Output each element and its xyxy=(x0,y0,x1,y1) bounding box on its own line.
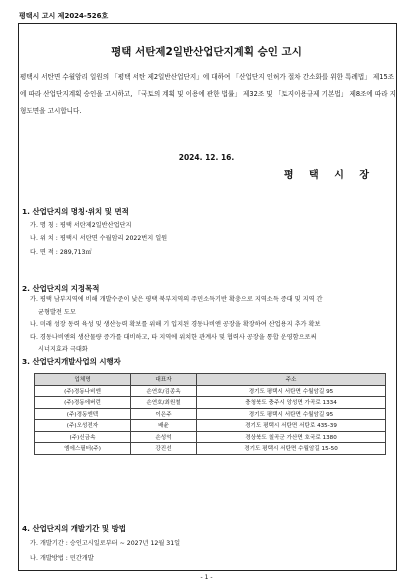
column-header: 업체명 xyxy=(35,374,131,386)
representative-cell: 강진선 xyxy=(131,443,197,455)
developer-table xyxy=(34,373,386,455)
company-cell: (주)경동에버런 xyxy=(35,397,131,409)
address-cell: 충청북도 충주시 앙성면 가곡로 1334 xyxy=(197,397,386,409)
section2-item-b-line2: 다. 경동나비엔의 생산물량 증가를 대비하고, 타 지역에 위치한 관계사 및 협력사 공장을 통합 운영함으로써 xyxy=(30,333,317,341)
intro-paragraph: 평택시 서탄면 수월암리 일원의 「평택 서탄 제2일반산업단지」에 대하여 「산업단지 인허가 절차 간소화를 위한 특례법」 제15조에 따라 산업단지계획 승인을 고시하고, 「국토의 계획 및 이용에 관한 법률」 제32조 및 「토지이용규제 기본법」 제8조에 따라 지형도면을 고시합니다. xyxy=(20,73,397,115)
company-cell: (주)경동엔텍 xyxy=(35,408,131,420)
section1-location: 나. 위 치 : 평택시 서탄면 수월암리 2022번지 일원 xyxy=(30,235,168,242)
column-header: 주소 xyxy=(197,374,386,386)
table-row xyxy=(35,443,386,455)
section2-item-a-line1: 가. 평택 남부지역에 비해 개발수준이 낮은 평택 북부지역의 주민소득기반 확충으로 지역소득 증대 및 지역 간 xyxy=(30,296,323,303)
section4-period: 가. 개발기간 : 승인고시일로부터 ~ 2027년 12월 31일 xyxy=(30,540,181,547)
section4-heading: 4. 산업단지의 개발기간 및 방법 xyxy=(22,524,126,533)
address-cell: 경기도 평택시 서탄면 수월암길 95 xyxy=(197,408,386,420)
column-header: 대표자 xyxy=(131,374,197,386)
representative-cell: 이은주 xyxy=(131,408,197,420)
section4-method: 나. 개발방법 : 민간개발 xyxy=(30,555,94,562)
address-cell: 경기도 평택시 서탄면 수월암길 15-50 xyxy=(197,443,386,455)
notice-date: 2024. 12. 16. xyxy=(178,153,235,162)
table-header-row xyxy=(35,374,386,386)
section2-item-b-line3: 시너지효과 극대화 xyxy=(38,346,88,353)
representative-cell: 손연호/김종옥 xyxy=(131,385,197,397)
company-cell: (주)오성전자 xyxy=(35,420,131,432)
company-cell: (주)신금속 xyxy=(35,431,131,443)
document-title: 평택 서탄제2일반산업단지계획 승인 고시 xyxy=(111,46,302,58)
issuer-name: 평 택 시 장 xyxy=(283,170,375,181)
address-cell: 경기도 평택시 서탄면 수월암길 95 xyxy=(197,385,386,397)
table-row xyxy=(35,431,386,443)
address-cell: 경상북도 칠곡군 가산면 호국로 1380 xyxy=(197,431,386,443)
section3-heading: 3. 산업단지개발사업의 시행자 xyxy=(22,357,121,366)
representative-cell: 배윤 xyxy=(131,420,197,432)
section2-item-a-line2: 균형발전 도모 xyxy=(38,308,76,316)
page-number: - 1 - xyxy=(200,574,213,581)
table-row xyxy=(35,385,386,397)
company-cell: (주)경동나비엔 xyxy=(35,385,131,397)
representative-cell: 손연호/최원철 xyxy=(131,397,197,409)
section1-area: 다. 면 적 : 289,713㎡ xyxy=(30,249,92,256)
notice-number: 평택시 고시 제2024-526호 xyxy=(19,12,109,20)
company-cell: 엠에스필터(주) xyxy=(35,443,131,455)
table-row xyxy=(35,420,386,432)
table-row xyxy=(35,408,386,420)
representative-cell: 손성억 xyxy=(131,431,197,443)
section2-purposes xyxy=(30,294,400,357)
section1-heading: 1. 산업단지의 명칭·위치 및 면적 xyxy=(22,207,129,216)
section2-item-b-line1: 나. 미래 성장 동력 육성 및 생산능력 확보를 위해 기 입지된 경동나비엔 공장을 확장하여 산업용지 추가 확보 xyxy=(30,321,321,328)
section2-heading: 2. 산업단지의 지정목적 xyxy=(22,284,100,293)
section1-name: 가. 명 칭 : 평택 서탄제2일반산업단지 xyxy=(30,222,132,229)
address-cell: 경기도 평택시 서탄면 서탄로 435-39 xyxy=(197,420,386,432)
table-row xyxy=(35,397,386,409)
